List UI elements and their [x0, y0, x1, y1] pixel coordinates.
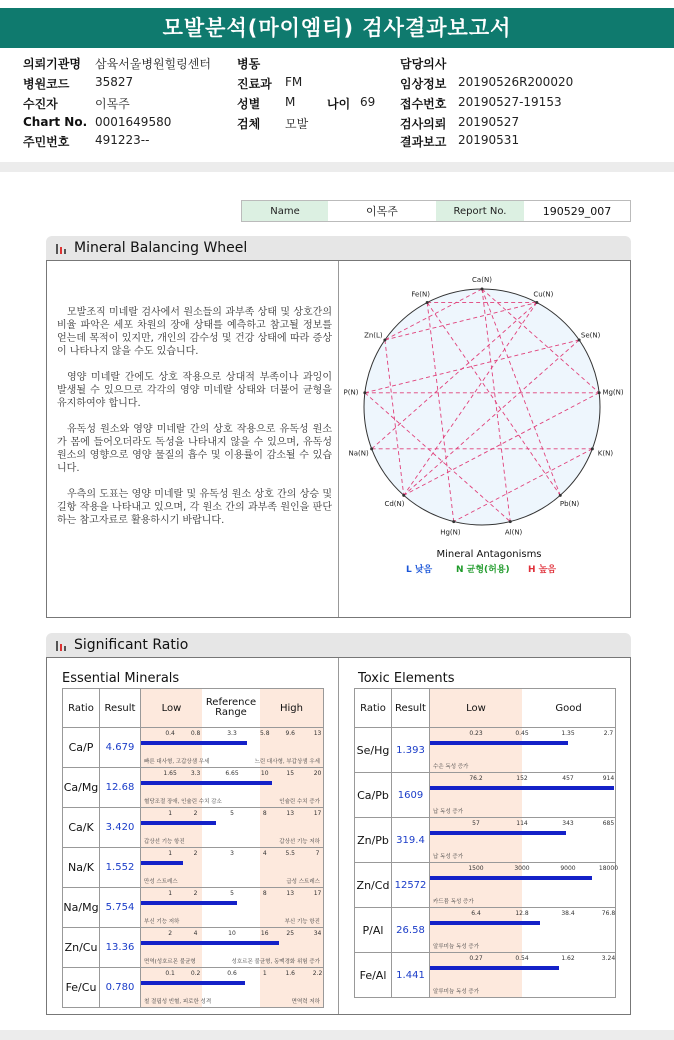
toxic-title: Toxic Elements: [358, 671, 455, 686]
bar-chart-icon: [56, 639, 69, 651]
wheel-node-label: Se(N): [580, 331, 601, 340]
tick-label: 4: [193, 930, 198, 937]
ratio-bar-cell: [141, 728, 324, 768]
bar-chart-icon: [56, 242, 69, 254]
ratio-bar: [430, 876, 592, 880]
hosp-code: 35827: [95, 75, 134, 89]
ratio-section-title: Significant Ratio: [74, 637, 189, 653]
tick-label: 76.2: [469, 775, 483, 782]
tick-label: 16: [260, 930, 269, 937]
ratio-row: [355, 728, 616, 773]
note: 수은 독성 증가: [433, 763, 469, 770]
legend-low: L 낮음: [406, 565, 433, 575]
tick-label: 20: [313, 770, 322, 777]
report-date: 20190531: [458, 133, 520, 147]
tick-label: 13: [286, 890, 295, 897]
ratio-result: 4.679: [100, 728, 141, 768]
ratio-bar: [430, 786, 614, 790]
ratio-panel: [46, 657, 631, 1015]
tick-label: 17: [313, 810, 322, 817]
ratio-bar: [141, 821, 216, 825]
tick-label: 685: [602, 820, 615, 827]
tick-label: 2.7: [603, 730, 614, 737]
clinical: 20190526R200020: [458, 75, 574, 89]
ratio-bar-cell: [141, 888, 324, 928]
tick-label: 0.8: [190, 730, 201, 737]
doctor-label: 담당의사: [400, 57, 447, 71]
wheel-node: [591, 447, 594, 450]
tick-label: 9.6: [285, 730, 296, 737]
ratio-bar-cell: [430, 773, 616, 818]
tick-label: 114: [516, 820, 528, 827]
ratio-result: 12.68: [100, 768, 141, 808]
ratio-section-header: [46, 633, 631, 657]
tick-label: 0.27: [469, 955, 483, 962]
tick-label: 18000: [598, 865, 619, 872]
name-value: 이목주: [366, 205, 398, 218]
ratio-bar-cell: [141, 928, 324, 968]
chart: 0001649580: [95, 115, 172, 129]
dept: FM: [285, 75, 303, 89]
specimen-label: 검체: [237, 117, 261, 131]
wheel-node: [535, 301, 538, 304]
wheel-node-label: Cu(N): [533, 290, 554, 299]
ratio-bar-cell: [141, 768, 324, 808]
legend-high: H 높음: [528, 565, 557, 575]
tick-label: 10: [228, 930, 236, 937]
ratio-row: [355, 773, 616, 818]
ratio-result: 26.58: [392, 908, 430, 953]
ratio-row: [63, 928, 324, 968]
tick-label: 38.4: [561, 910, 575, 917]
tick-label: 152: [516, 775, 528, 782]
tick-label: 15: [286, 770, 295, 777]
essential-title: Essential Minerals: [62, 671, 180, 686]
ratio-result: 1.552: [100, 848, 141, 888]
wheel-node: [509, 520, 512, 523]
tick-label: 7: [315, 850, 320, 857]
ratio-bar-cell: [141, 848, 324, 888]
note: 알루미늄 독성 증가: [433, 988, 480, 995]
patient-label: 수진자: [23, 97, 58, 111]
clinical-label: 임상정보: [400, 77, 447, 91]
tick-label: 1500: [468, 865, 484, 872]
tick-label: 57: [472, 820, 480, 827]
note-low: 면역(성호르몬 불균형: [144, 958, 196, 965]
tick-label: 0.1: [165, 970, 175, 977]
col-low: Low: [141, 689, 202, 727]
tick-label: 2: [193, 890, 198, 897]
tick-label: 5: [230, 810, 234, 817]
tick-label: 914: [602, 775, 615, 782]
ratio-result: 5.754: [100, 888, 141, 928]
tick-label: 12.8: [515, 910, 529, 917]
name-label: Name: [242, 201, 328, 221]
toxic-table: [354, 688, 619, 998]
tick-label: 2: [193, 810, 198, 817]
tick-label: 457: [562, 775, 574, 782]
note-low: 철 결핍성 빈혈, 피로한 성격: [144, 998, 212, 1005]
ratio-bar: [141, 741, 247, 745]
desc-paragraph: 영양 미네랄 간에도 상호 작용으로 상대적 부족이나 과잉이 발생될 수 있으므로 각각의 영양 미네랄 상태와 더불어 균형을 유지하여야 합니다.: [57, 372, 332, 409]
ratio-result: 319.4: [392, 818, 430, 863]
tick-label: 2: [193, 850, 198, 857]
tick-label: 6.65: [225, 770, 239, 777]
chart-label: Chart No.: [23, 115, 88, 129]
divider: [0, 162, 674, 172]
dept-label: 진료과: [237, 77, 272, 91]
wheel-node-label: Fe(N): [411, 290, 430, 299]
ratio-bar: [430, 921, 540, 925]
tick-label: 3000: [514, 865, 530, 872]
col-high: High: [260, 689, 323, 727]
ratio-bar: [141, 981, 245, 985]
tick-label: 0.6: [227, 970, 237, 977]
ratio-name: Se/Hg: [355, 728, 392, 773]
ratio-row: [355, 818, 616, 863]
tick-label: 1.6: [285, 970, 296, 977]
ratio-result: 0.780: [100, 968, 141, 1008]
tick-label: 0.54: [515, 955, 529, 962]
sex-label: 성별: [237, 97, 261, 111]
ratio-row: [355, 908, 616, 953]
ratio-result: 1.441: [392, 953, 430, 998]
ratio-row: [63, 848, 324, 888]
tick-label: 8: [262, 810, 267, 817]
tick-label: 3.3: [227, 730, 237, 737]
col-result: Result: [100, 689, 141, 728]
id: 491223--: [95, 133, 150, 147]
desc-paragraph: 우측의 도표는 영양 미네랄 및 유독성 원소 상호 간의 상승 및 길항 작용을 나타내고 있으며, 각 원소 간의 과부족 원인을 판단하는 참고자료로 활용하시기 바랍니다.: [57, 489, 332, 526]
col-result: Result: [392, 689, 430, 728]
tick-label: 343: [562, 820, 574, 827]
panel-divider: [338, 658, 339, 1014]
tick-label: 9000: [560, 865, 576, 872]
ratio-name: Ca/K: [63, 808, 100, 848]
tick-label: 3.3: [190, 770, 201, 777]
tick-label: 25: [286, 930, 295, 937]
ratio-row: [63, 808, 324, 848]
tick-label: 4: [262, 850, 267, 857]
note-low: 빠른 대사형, 고갑상샘 우세: [144, 758, 210, 765]
req-org: 삼육서울병원힐링센터: [95, 57, 211, 71]
wheel-node: [452, 520, 455, 523]
ratio-name: Zn/Cu: [63, 928, 100, 968]
ratio-bar-cell: [430, 728, 616, 773]
sex: M: [285, 95, 296, 109]
note-high: 급성 스트레스: [286, 878, 320, 885]
wheel-node: [559, 494, 562, 497]
ratio-row: [63, 768, 324, 808]
ratio-result: 13.36: [100, 928, 141, 968]
note-low: 갑상선 기능 항진: [144, 838, 185, 845]
tick-label: 1: [168, 890, 173, 897]
note-high: 면역력 저하: [291, 998, 320, 1005]
tick-label: 1: [262, 970, 267, 977]
tick-label: 1.62: [561, 955, 575, 962]
wheel-node: [598, 391, 601, 394]
receipt: 20190527-19153: [458, 95, 562, 109]
tick-label: 10: [260, 770, 269, 777]
ratio-row: [63, 888, 324, 928]
wheel-node-label: Zn(L): [364, 331, 383, 340]
col-ratio: Ratio: [355, 689, 392, 728]
tick-label: 13: [313, 730, 322, 737]
ratio-bar: [430, 741, 568, 745]
note: 카드뮴 독성 증가: [433, 898, 474, 905]
ratio-name: Fe/Al: [355, 953, 392, 998]
tick-label: 5: [230, 890, 234, 897]
ratio-result: 3.420: [100, 808, 141, 848]
hosp-code-label: 병원코드: [23, 77, 70, 91]
ratio-row: [63, 968, 324, 1008]
ratio-name: Ca/P: [63, 728, 100, 768]
wheel-circle: [364, 289, 600, 525]
tick-label: 0.23: [469, 730, 483, 737]
tick-label: 3: [230, 850, 234, 857]
ratio-name: Ca/Pb: [355, 773, 392, 818]
wheel-node: [383, 338, 386, 341]
ratio-bar-cell: [430, 818, 616, 863]
specimen: 모발: [285, 117, 309, 131]
ratio-bar: [430, 966, 559, 970]
wheel-node-label: Cd(N): [384, 499, 405, 508]
note-high: 인슐린 수치 증가: [279, 798, 320, 805]
ratio-bar: [430, 831, 566, 835]
desc-paragraph: 유독성 원소와 영양 미네랄 간의 상호 작용으로 유독성 원소가 몸에 들어오더라도 독성을 나타내지 않을 수 있으며, 유독성 원소의 영향으로 영양 물질의 흡수 및 이용률이 감소될 수 있습니다.: [57, 424, 332, 474]
ratio-name: Fe/Cu: [63, 968, 100, 1008]
age: 69: [360, 95, 376, 109]
ratio-row: [63, 728, 324, 768]
tick-label: 0.4: [165, 730, 175, 737]
desc-paragraph: 모발조직 미네랄 검사에서 원소들의 과부족 상태 및 상호간의 비율 파악은 세포 차원의 장애 상태를 예측하고 참고될 정보를 얻는데 목적이 있지만, 개인의 감수성 및 건강 상태에 따라 증상이 나타나지 않을 수도 있습니다.: [57, 307, 332, 357]
name-box: [241, 200, 631, 222]
ratio-row: [355, 953, 616, 998]
tick-label: 2: [168, 930, 173, 937]
note-high: 느린 대사형, 부갑상샘 우세: [254, 758, 320, 765]
note: 납 독성 증가: [433, 853, 464, 860]
tick-label: 1.65: [163, 770, 177, 777]
note-high: 성호르몬 불균형, 동맥경화 위험 증가: [231, 958, 320, 965]
ratio-result: 12572: [392, 863, 430, 908]
wheel-node-label: Na(N): [348, 449, 369, 458]
note: 알루미늄 독성 증가: [433, 943, 480, 950]
note-low: 혈당조절 장애, 인슐린 수치 감소: [144, 798, 222, 805]
ratio-name: P/Al: [355, 908, 392, 953]
ratio-row: [355, 863, 616, 908]
patient: 이목주: [95, 97, 130, 111]
tick-label: 1: [168, 850, 173, 857]
tick-label: 6.4: [471, 910, 481, 917]
ratio-result: 1.393: [392, 728, 430, 773]
note-low: 만성 스트레스: [144, 878, 178, 885]
ratio-bar-cell: [430, 863, 619, 908]
tick-label: 0.45: [515, 730, 529, 737]
tick-label: 17: [313, 890, 322, 897]
wheel-node-label: P(N): [343, 388, 359, 397]
note-high: 갑상선 기능 저하: [279, 838, 320, 845]
wheel-section-title: Mineral Balancing Wheel: [74, 240, 248, 256]
ratio-bar-cell: [430, 908, 616, 953]
wheel-node: [426, 301, 429, 304]
report-title: 모발분석(마이엠티) 검사결과보고서: [0, 8, 674, 48]
req-date-label: 검사의뢰: [400, 117, 447, 131]
tick-label: 34: [313, 930, 322, 937]
legend-normal: N 균형(허용): [456, 565, 510, 575]
patient-info: [0, 55, 674, 155]
mineral-wheel: [339, 261, 631, 617]
ratio-bar-cell: [141, 808, 324, 848]
ratio-bar: [141, 901, 237, 905]
tick-label: 13: [286, 810, 295, 817]
receipt-label: 접수번호: [400, 97, 447, 111]
ratio-bar: [141, 941, 279, 945]
wheel-node-label: Ca(N): [472, 276, 492, 284]
col-range: [141, 689, 324, 728]
col-low: Low: [430, 689, 522, 727]
wheel-node-label: Mg(N): [602, 388, 624, 397]
essential-table: [62, 688, 324, 1008]
ward-label: 병동: [237, 57, 261, 71]
id-label: 주민번호: [23, 135, 70, 149]
ratio-name: Na/Mg: [63, 888, 100, 928]
col-ref: Reference Range: [205, 697, 257, 718]
report-no-value: 190529_007: [542, 204, 612, 218]
tick-label: 8: [262, 890, 267, 897]
ratio-bar-cell: [430, 953, 616, 998]
ratio-result: 1609: [392, 773, 430, 818]
tick-label: 1.35: [561, 730, 575, 737]
wheel-node-label: K(N): [597, 449, 614, 458]
req-date: 20190527: [458, 115, 520, 129]
wheel-description: [57, 306, 332, 540]
tick-label: 3.24: [601, 955, 616, 962]
wheel-node-label: Hg(N): [440, 528, 461, 537]
tick-label: 2.2: [312, 970, 323, 977]
col-ratio: Ratio: [63, 689, 100, 728]
ratio-name: Na/K: [63, 848, 100, 888]
wheel-section-header: [46, 236, 631, 260]
ratio-name: Ca/Mg: [63, 768, 100, 808]
wheel-node: [402, 494, 405, 497]
wheel-node: [370, 447, 373, 450]
report-no-label: Report No.: [436, 201, 524, 221]
tick-label: 1: [168, 810, 173, 817]
tick-label: 5.5: [285, 850, 296, 857]
age-label: 나이: [327, 97, 351, 111]
ratio-name: Zn/Cd: [355, 863, 392, 908]
footer-bar: [0, 1030, 674, 1040]
wheel-node: [481, 288, 484, 291]
tick-label: 76.8: [601, 910, 616, 917]
wheel-title: Mineral Antagonisms: [436, 549, 542, 560]
report-date-label: 결과보고: [400, 135, 447, 149]
ratio-bar: [141, 861, 183, 865]
req-org-label: 의뢰기관명: [23, 57, 81, 71]
tick-label: 5.8: [259, 730, 270, 737]
note: 납 독성 증가: [433, 808, 464, 815]
wheel-panel: [46, 260, 631, 618]
ratio-bar: [141, 781, 272, 785]
note-low: 부신 기능 저하: [144, 918, 180, 925]
ratio-bar-cell: [141, 968, 324, 1008]
wheel-node-label: Pb(N): [559, 499, 580, 508]
note-high: 부신 기능 항진: [284, 918, 320, 925]
wheel-node: [363, 391, 366, 394]
col-range: [430, 689, 616, 728]
ratio-name: Zn/Pb: [355, 818, 392, 863]
tick-label: 0.2: [190, 970, 201, 977]
col-good: Good: [555, 702, 582, 714]
wheel-node-label: Al(N): [504, 528, 523, 537]
